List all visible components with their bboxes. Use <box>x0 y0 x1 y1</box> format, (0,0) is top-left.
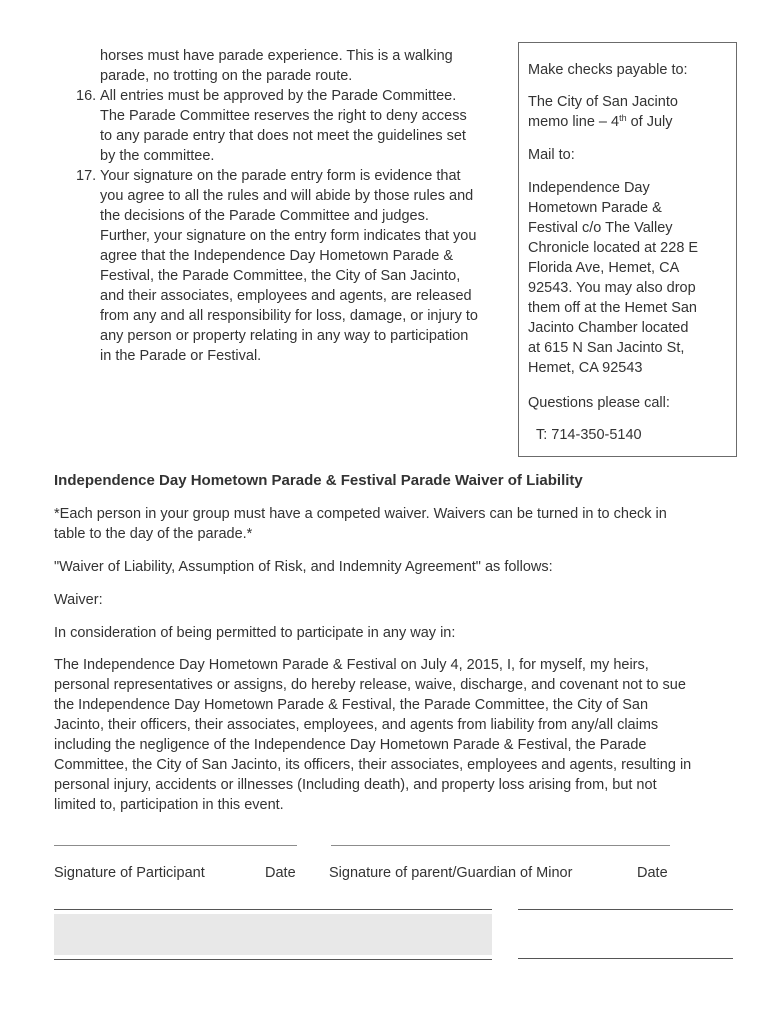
date-line-lower <box>518 958 733 959</box>
questions-heading: Questions please call: <box>528 395 670 411</box>
participant-signature-label: Signature of Participant <box>54 865 205 881</box>
date-line-upper <box>518 909 733 910</box>
rule-number: 16. <box>76 88 97 104</box>
waiver-title: Independence Day Hometown Parade & Festival Parade Waiver of Liability <box>54 472 583 489</box>
memo-line <box>528 112 728 132</box>
rules-list <box>76 46 496 366</box>
field-top-line <box>54 909 492 910</box>
payee-block <box>528 92 728 132</box>
memo-superscript: th <box>619 113 627 123</box>
waiver-notice: *Each person in your group must have a competed waiver. Waivers can be turned in to check in table to the day of the parade.* <box>54 506 667 542</box>
phone-number: T: 714-350-5140 <box>536 427 642 443</box>
agreement-intro: "Waiver of Liability, Assumption of Risk, and Indemnity Agreement" as follows: <box>54 559 553 575</box>
rule-text: Your signature on the parade entry form is evidence that you agree to all the rules and will abide by those rules and the decisions of the Parade Committee and judges. Further, your signature on the entry form indicates that you agree that the Independence Day Hometown Parade & Festival, the Parade Committee, the City of San Jacinto, and their associates, employees and agents, are released from any and all responsibility for loss, damage, or injury to any person or property relating in any way to participation in the Parade or Festival. <box>100 168 478 364</box>
rules-list-continuation: horses must have parade experience. This is a walking parade, no trotting on the parade route. <box>100 48 453 84</box>
payment-info-box <box>518 42 737 457</box>
payee-name: The City of San Jacinto <box>528 94 678 110</box>
fillable-form-field[interactable] <box>54 914 492 955</box>
consideration-text: In consideration of being permitted to participate in any way in: <box>54 625 456 641</box>
rule-number: 17. <box>76 168 97 184</box>
rule-item-16 <box>76 86 496 166</box>
guardian-date-label: Date <box>637 865 668 881</box>
participant-date-label: Date <box>265 865 296 881</box>
guardian-signature-label: Signature of parent/Guardian of Minor <box>329 865 573 881</box>
guardian-signature-line <box>331 845 670 846</box>
participant-signature-line <box>54 845 297 846</box>
field-bottom-line <box>54 959 492 960</box>
rule-text: All entries must be approved by the Parade Committee. The Parade Committee reserves the right to deny access to any parade entry that does not meet the guidelines set by the committee. <box>100 88 467 164</box>
memo-text-end: of July <box>626 114 673 130</box>
checks-heading: Make checks payable to: <box>528 62 688 78</box>
mailing-address: Independence Day Hometown Parade & Festival c/o The Valley Chronicle located at 228 E Florida Ave, Hemet, CA 92543. You may also drop them off at the Hemet San Jacinto Chamber located at 615 N San Jacinto St, Hemet, CA 92543 <box>528 180 699 376</box>
rule-item-17 <box>76 166 496 366</box>
waiver-label: Waiver: <box>54 592 103 608</box>
mail-heading: Mail to: <box>528 147 575 163</box>
memo-text: memo line – 4 <box>528 114 620 130</box>
waiver-body: The Independence Day Hometown Parade & Festival on July 4, 2015, I, for myself, my heirs, personal representatives or assigns, do hereby release, waive, discharge, and covenant not to sue the Independence Day Hometown Parade & Festival, the Parade Committee, the City of San Jacinto, their officers, their associates, employees, and agents from liability from any/all claims including the negligence of the Independence Day Hometown Parade & Festival, the Parade Committee, the City of San Jacinto, its officers, their associates, employees and agents, resulting in personal injury, accidents or illnesses (Including death), and property loss arising from, but not limited to, participation in this event. <box>54 657 692 813</box>
